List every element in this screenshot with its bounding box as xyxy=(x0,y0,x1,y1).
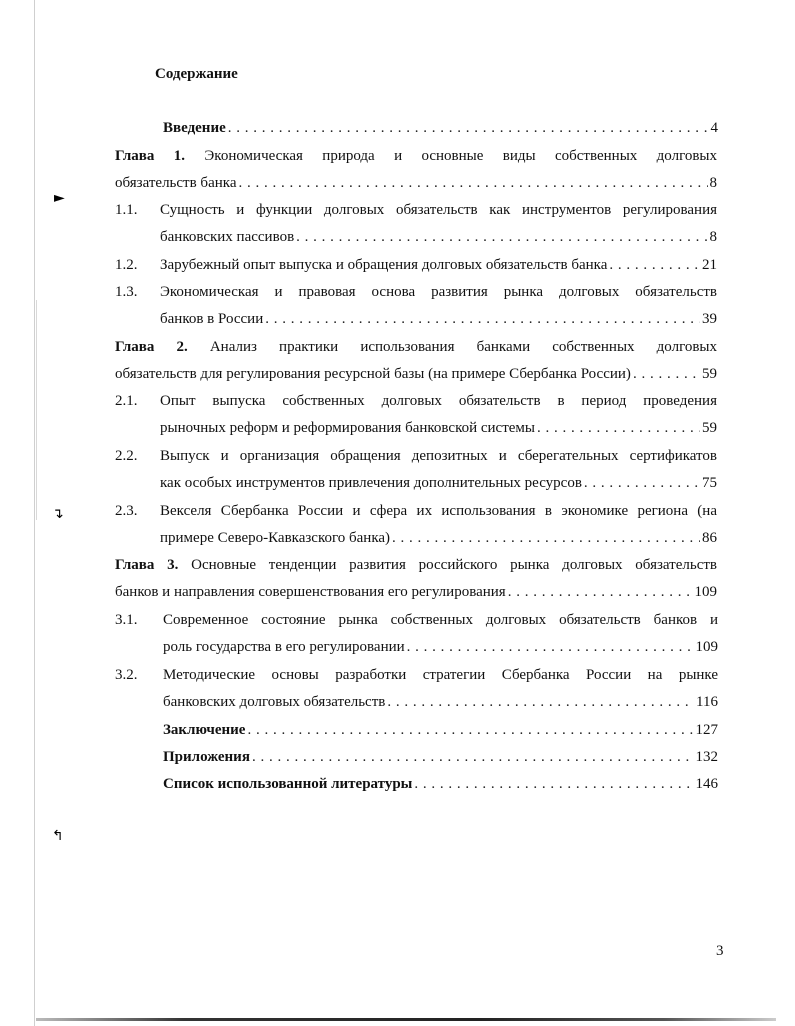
leader-dots xyxy=(252,748,694,766)
toc-section-3-1-line1: Современное состояние рынка собственных долговых обязательств банков и xyxy=(163,612,718,628)
toc-chapter-2-line1 xyxy=(115,338,717,356)
toc-page: 8 xyxy=(709,175,717,191)
toc-chapter-1-line1 xyxy=(115,147,717,165)
leader-dots xyxy=(387,693,694,711)
toc-chapter-3-line2 xyxy=(115,583,717,601)
section-title-cont: роль государства в его регулировании xyxy=(163,639,405,655)
toc-section-1-1-line2 xyxy=(160,228,717,246)
toc-chapter-3-line1 xyxy=(115,556,717,574)
chapter-title-cont: обязательств для регулирования ресурсной базы (на примере Сбербанка России) xyxy=(115,366,631,382)
toc-section-1-2 xyxy=(160,256,717,274)
leader-dots xyxy=(296,228,707,246)
toc-page: 4 xyxy=(710,120,718,136)
toc-label: Заключение xyxy=(163,722,246,738)
leader-dots xyxy=(247,721,693,739)
section-title-cont: рыночных реформ и реформирования банковской системы xyxy=(160,420,535,436)
section-title: Зарубежный опыт выпуска и обращения долговых обязательств банка xyxy=(160,257,608,273)
toc-section-2-1-line1: Опыт выпуска собственных долговых обязательств в период проведения xyxy=(160,393,717,409)
toc-section-3-2-line2 xyxy=(163,693,718,711)
leader-dots xyxy=(584,474,700,492)
toc-label: Приложения xyxy=(163,749,250,765)
toc-chapter-1-line2 xyxy=(115,174,717,192)
toc-page: 59 xyxy=(702,420,717,436)
chapter-label: Глава 3. xyxy=(115,557,179,573)
toc-section-2-3-line1: Векселя Сбербанка России и сфера их использования в экономике региона (на xyxy=(160,503,717,519)
chapter-title-cont: обязательств банка xyxy=(115,175,237,191)
leader-dots xyxy=(392,529,700,547)
toc-section-2-2-line2 xyxy=(160,474,717,492)
chapter-title-cont: банков и направления совершенствования его регулирования xyxy=(115,584,506,600)
toc-label: Список использованной литературы xyxy=(163,776,413,792)
toc-entry-intro xyxy=(163,119,718,137)
section-number: 1.2. xyxy=(115,257,138,273)
toc-page: 8 xyxy=(709,229,717,245)
page-title: Содержание xyxy=(155,66,238,82)
section-number: 3.2. xyxy=(115,667,138,683)
toc-section-1-3-line1: Экономическая и правовая основа развития рынка долговых обязательств xyxy=(160,284,717,300)
section-number: 1.1. xyxy=(115,202,138,218)
toc-page: 146 xyxy=(695,776,718,792)
toc-page: 109 xyxy=(694,584,717,600)
toc-section-1-1-line1: Сущность и функции долговых обязательств как инструментов регулирования xyxy=(160,202,717,218)
section-title-cont: банковских долговых обязательств xyxy=(163,694,386,710)
toc-section-2-3-line2 xyxy=(160,529,717,547)
leader-dots xyxy=(414,775,693,793)
section-title-cont: банковских пассивов xyxy=(160,229,295,245)
leader-dots xyxy=(265,310,700,328)
toc-page: 127 xyxy=(695,722,718,738)
section-title-cont: как особых инструментов привлечения дополнительных ресурсов xyxy=(160,475,582,491)
leader-dots xyxy=(537,419,700,437)
scan-edge-line xyxy=(34,0,35,1026)
leader-dots xyxy=(238,174,707,192)
toc-chapter-2-line2 xyxy=(115,365,717,383)
chapter-label: Глава 1. xyxy=(115,148,185,164)
leader-dots xyxy=(228,119,709,137)
toc-page: 132 xyxy=(695,749,718,765)
leader-dots xyxy=(609,256,700,274)
scan-mark-icon: ↴ xyxy=(52,506,64,522)
toc-section-2-1-line2 xyxy=(160,419,717,437)
toc-section-3-2-line1: Методические основы разработки стратегии Сбербанка России на рынке xyxy=(163,667,718,683)
section-number: 2.3. xyxy=(115,503,138,519)
toc-page: 39 xyxy=(702,311,717,327)
toc-section-2-2-line1: Выпуск и организация обращения депозитных и сберегательных сертификатов xyxy=(160,448,717,464)
section-number: 3.1. xyxy=(115,612,138,628)
toc-section-1-3-line2 xyxy=(160,310,717,328)
section-title-cont: примере Северо-Кавказского банка) xyxy=(160,530,391,546)
chapter-title: Анализ практики использования банками собственных долговых xyxy=(209,339,718,355)
leader-dots xyxy=(633,365,700,383)
toc-page: 75 xyxy=(702,475,717,491)
toc-label: Введение xyxy=(163,120,226,136)
page-number: 3 xyxy=(716,943,724,959)
toc-entry-appendices xyxy=(163,748,718,766)
scan-mark-icon: ↰ xyxy=(52,828,64,844)
section-number: 2.2. xyxy=(115,448,138,464)
toc-entry-conclusion xyxy=(163,721,718,739)
scan-bottom-edge xyxy=(36,1018,776,1021)
toc-page: 86 xyxy=(702,530,717,546)
section-title-cont: банков в России xyxy=(160,311,264,327)
toc-page: 59 xyxy=(702,366,717,382)
leader-dots xyxy=(407,638,694,656)
toc-page: 21 xyxy=(702,257,717,273)
scan-mark-icon: ► xyxy=(54,190,65,206)
toc-entry-references xyxy=(163,775,718,793)
chapter-title: Основные тенденции развития российского рынка долговых обязательств xyxy=(191,557,717,573)
scan-edge-line xyxy=(36,300,37,520)
toc-page: 109 xyxy=(695,639,718,655)
chapter-label: Глава 2. xyxy=(115,339,188,355)
leader-dots xyxy=(508,583,693,601)
chapter-title: Экономическая природа и основные виды собственных долговых xyxy=(204,148,718,164)
toc-section-3-1-line2 xyxy=(163,638,718,656)
section-number: 2.1. xyxy=(115,393,138,409)
section-number: 1.3. xyxy=(115,284,138,300)
toc-page: 116 xyxy=(696,694,718,710)
